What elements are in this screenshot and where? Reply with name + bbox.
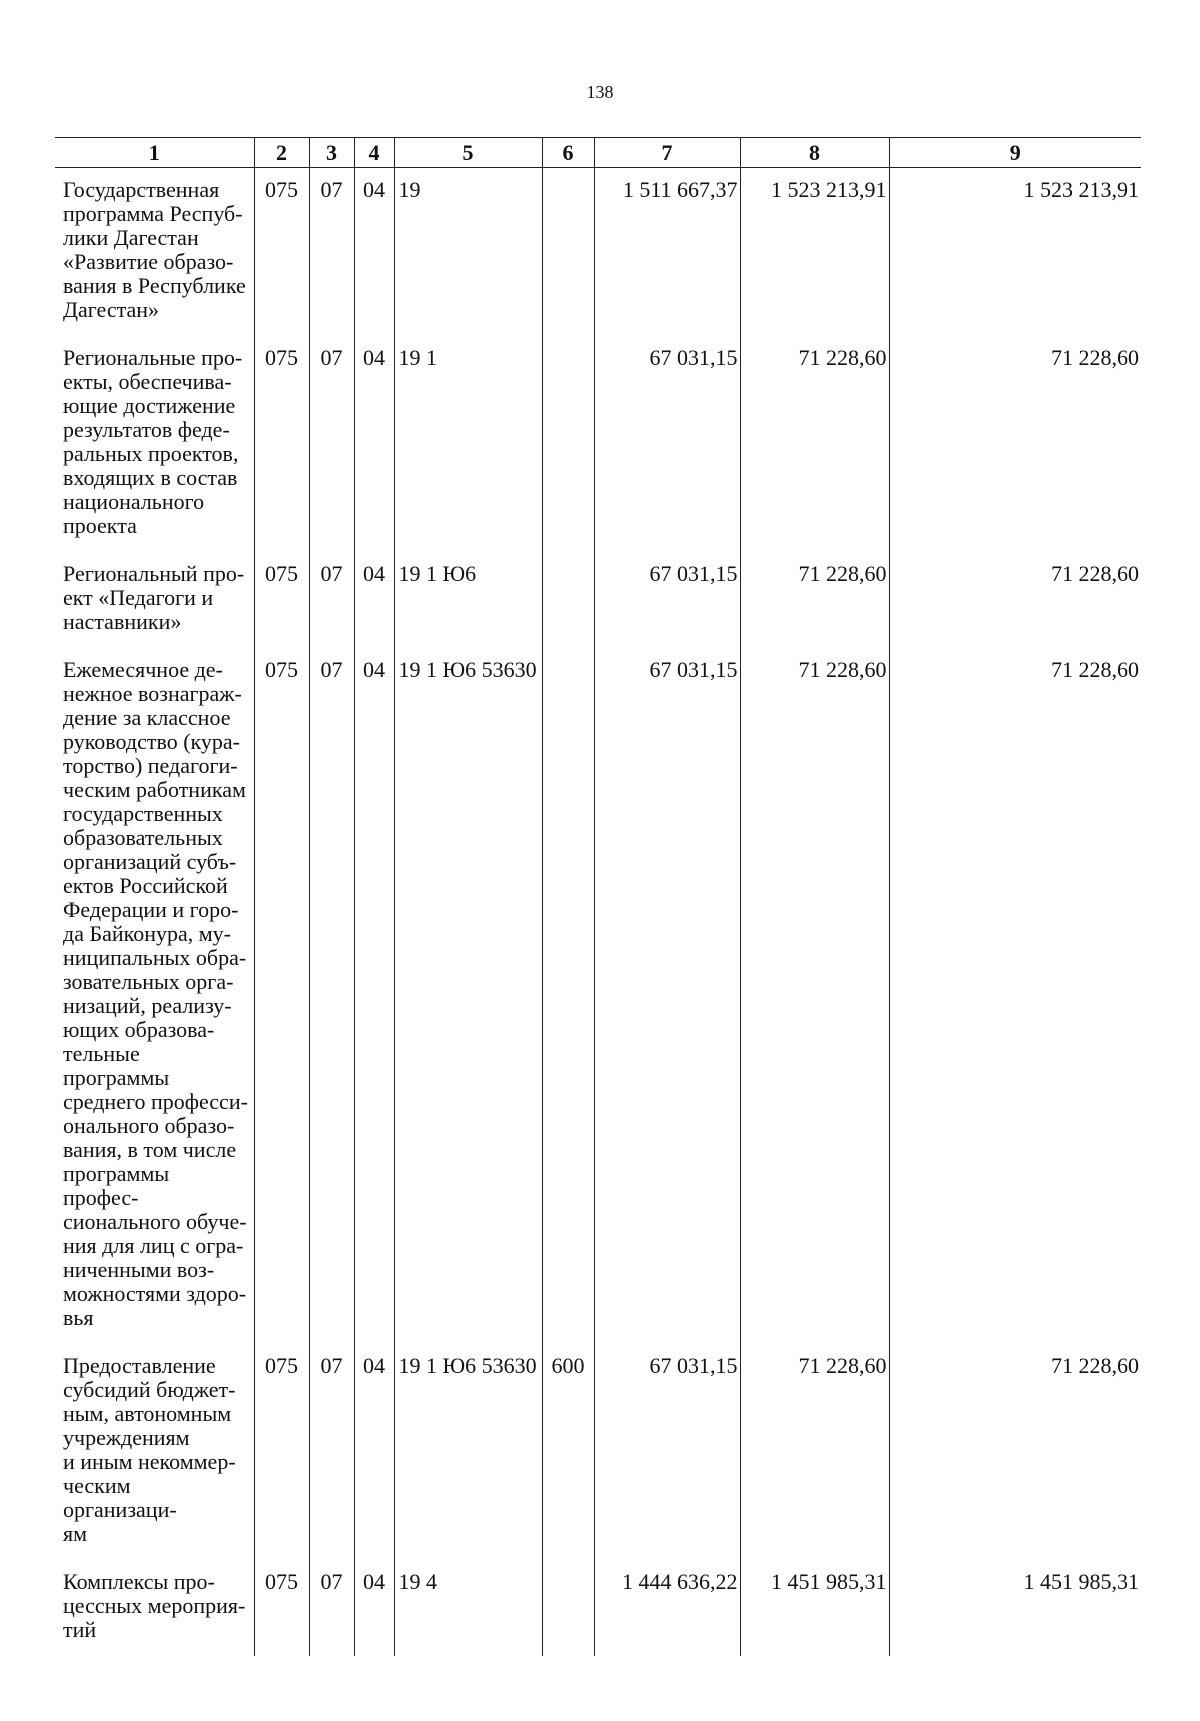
amount-col8-cell: 71 228,60 [740, 1344, 889, 1560]
column-header-2: 2 [254, 138, 309, 168]
amount-col7-cell: 67 031,15 [594, 648, 740, 1344]
column-header-5: 5 [394, 138, 542, 168]
budget-table [55, 137, 1141, 1656]
column-header-7: 7 [594, 138, 740, 168]
subsection-cell: 04 [354, 552, 394, 648]
code-cell: 075 [254, 552, 309, 648]
column-header-3: 3 [309, 138, 354, 168]
column-header-6: 6 [542, 138, 594, 168]
section-cell: 07 [309, 648, 354, 1344]
item-name: Региональный про- ект «Педагоги и наставники» [63, 561, 245, 634]
code-cell: 075 [254, 1560, 309, 1656]
table-row [55, 1560, 1141, 1656]
item-name: Региональные про- екты, обеспечива- ющие достижение результатов феде- ральных проектов, входящих в состав национального проекта [63, 345, 243, 538]
target-article-cell: 19 1 Ю6 [394, 552, 542, 648]
amount-col7-cell: 67 031,15 [594, 1344, 740, 1560]
target-article-cell: 19 1 [394, 336, 542, 552]
amount-col9-cell: 71 228,60 [889, 552, 1141, 648]
item-name: Комплексы про- цессных мероприя- тий [63, 1569, 246, 1642]
column-header-9: 9 [889, 138, 1141, 168]
target-article-cell: 19 1 Ю6 53630 [394, 648, 542, 1344]
header-row [55, 138, 1141, 168]
target-article-cell: 19 1 Ю6 53630 [394, 1344, 542, 1560]
subsection-cell: 04 [354, 336, 394, 552]
item-name: Ежемесячное де- нежное вознаграж- дение за классное руководство (кура- торство) педагоги- ческим работникам государственных образовательных организаций субъ- ектов Российской Федерации и горо- да Байконура, му- ниципальных обра- зовательных орга- низаций, реализу- ющих образова- тельные программы среднего професси- онального образо- вания, в том числе программы профес- сионального обуче- ния для лиц с огра- ниченными воз- можностями здоро- вья [63, 657, 248, 1330]
table-row [55, 1344, 1141, 1560]
amount-col7-cell: 1 444 636,22 [594, 1560, 740, 1656]
amount-col8-cell: 71 228,60 [740, 648, 889, 1344]
amount-col8-cell: 1 451 985,31 [740, 1560, 889, 1656]
amount-col9-cell: 1 451 985,31 [889, 1560, 1141, 1656]
column-header-8: 8 [740, 138, 889, 168]
code-cell: 075 [254, 168, 309, 337]
target-article-cell: 19 4 [394, 1560, 542, 1656]
expense-type-cell: 600 [542, 1344, 594, 1560]
code-cell: 075 [254, 648, 309, 1344]
table-row [55, 552, 1141, 648]
table-row [55, 336, 1141, 552]
item-name: Государственная программа Респуб- лики Дагестан «Развитие образо- вания в Республике Дагестан» [63, 177, 246, 322]
expense-type-cell [542, 336, 594, 552]
amount-col8-cell: 1 523 213,91 [740, 168, 889, 337]
subsection-cell: 04 [354, 1560, 394, 1656]
amount-col7-cell: 67 031,15 [594, 552, 740, 648]
expense-type-cell [542, 1560, 594, 1656]
column-header-1: 1 [55, 138, 254, 168]
amount-col8-cell: 71 228,60 [740, 552, 889, 648]
item-name: Предоставление субсидий бюджет- ным, автономным учреждениям и иным некоммер- ческим организаци- ям [63, 1353, 236, 1546]
section-cell: 07 [309, 1560, 354, 1656]
table-row [55, 648, 1141, 1344]
section-cell: 07 [309, 1344, 354, 1560]
amount-col9-cell: 1 523 213,91 [889, 168, 1141, 337]
subsection-cell: 04 [354, 1344, 394, 1560]
expense-type-cell [542, 648, 594, 1344]
target-article-cell: 19 [394, 168, 542, 337]
code-cell: 075 [254, 336, 309, 552]
column-header-4: 4 [354, 138, 394, 168]
code-cell: 075 [254, 1344, 309, 1560]
amount-col7-cell: 1 511 667,37 [594, 168, 740, 337]
table-row [55, 168, 1141, 337]
subsection-cell: 04 [354, 168, 394, 337]
table-header [55, 138, 1141, 168]
section-cell: 07 [309, 168, 354, 337]
amount-col7-cell: 67 031,15 [594, 336, 740, 552]
amount-col9-cell: 71 228,60 [889, 336, 1141, 552]
amount-col8-cell: 71 228,60 [740, 336, 889, 552]
section-cell: 07 [309, 552, 354, 648]
amount-col9-cell: 71 228,60 [889, 648, 1141, 1344]
page-number: 138 [586, 82, 614, 102]
subsection-cell: 04 [354, 648, 394, 1344]
section-cell: 07 [309, 336, 354, 552]
amount-col9-cell: 71 228,60 [889, 1344, 1141, 1560]
table-body [55, 168, 1141, 1657]
expense-type-cell [542, 552, 594, 648]
expense-type-cell [542, 168, 594, 337]
